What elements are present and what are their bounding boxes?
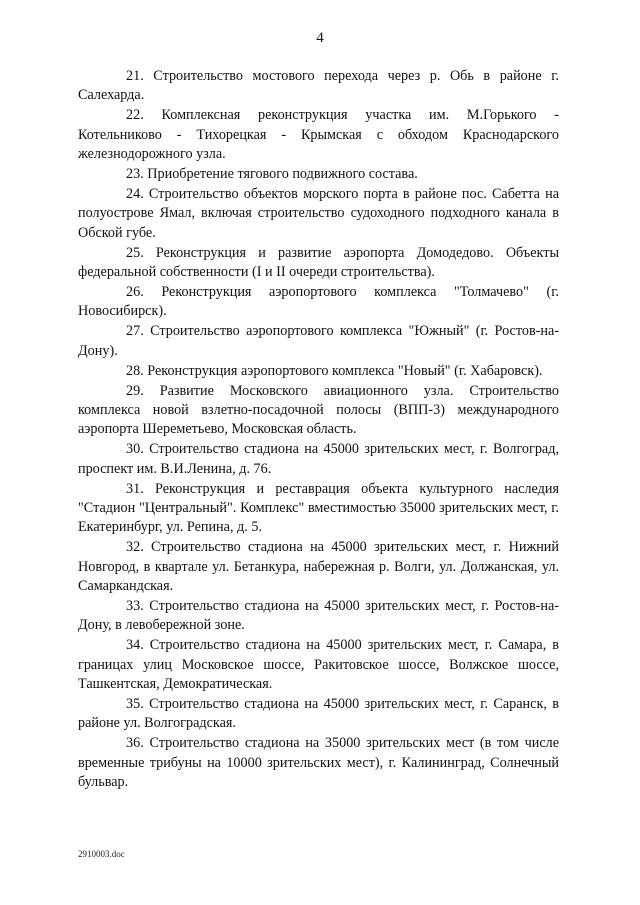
- list-item: 31. Реконструкция и реставрация объекта культурного наследия "Стадион "Центральный". Комплекс" вместимостью 35000 зрительских мест, г. Екатеринбург, ул. Репина, д. 5.: [78, 480, 559, 536]
- list-item: 25. Реконструкция и развитие аэропорта Домодедово. Объекты федеральной собственности (I и II очереди строительства).: [78, 244, 559, 281]
- list-item: 36. Строительство стадиона на 35000 зрительских мест (в том числе временные трибуны на 10000 зрительских мест), г. Калининград, Солнечный бульвар.: [78, 735, 559, 791]
- list-item: 21. Строительство мостового перехода через р. Обь в районе г. Салехарда.: [78, 68, 559, 104]
- page-number: 4: [316, 30, 324, 46]
- list-item: 28. Реконструкция аэропортового комплекса "Новый" (г. Хабаровск).: [126, 362, 543, 379]
- list-item: 33. Строительство стадиона на 45000 зрительских мест, г. Ростов-на-Дону, в левобережной зоне.: [78, 597, 559, 634]
- list-item: 34. Строительство стадиона на 45000 зрительских мест, г. Самара, в границах улиц Московское шоссе, Ракитовское шоссе, Волжское шоссе, Ташкентская, Демократическая.: [78, 637, 559, 693]
- list-item: 27. Строительство аэропортового комплекса "Южный" (г. Ростов-на-Дону).: [78, 323, 559, 359]
- footer-filename: 2910003.doc: [78, 849, 125, 859]
- list-item: 22. Комплексная реконструкция участка им. М.Горького - Котельниково - Тихорецкая - Крымская с обходом Краснодарского железнодорожного узла.: [78, 107, 559, 163]
- list-item: 30. Строительство стадиона на 45000 зрительских мест, г. Волгоград, проспект им. В.И.Ленина, д. 76.: [78, 441, 559, 477]
- list-item: 23. Приобретение тягового подвижного состава.: [126, 166, 418, 183]
- list-item: 32. Строительство стадиона на 45000 зрительских мест, г. Нижний Новгород, в квартале ул. Бетанкура, набережная р. Волги, ул. Должанская, ул. Самаркандская.: [78, 539, 559, 595]
- list-item: 26. Реконструкция аэропортового комплекса "Толмачево" (г. Новосибирск).: [78, 283, 559, 320]
- list-item: 24. Строительство объектов морского порта в районе пос. Сабетта на полуострове Ямал, включая строительство судоходного подходного канала в Обской губе.: [78, 185, 559, 241]
- document-body: [78, 67, 559, 793]
- list-item: 29. Развитие Московского авиационного узла. Строительство комплекса новой взлетно-посадочной полосы (ВПП-3) международного аэропорта Шереметьево, Московская область.: [78, 382, 559, 438]
- list-item: 35. Строительство стадиона на 45000 зрительских мест, г. Саранск, в районе ул. Волгоградская.: [78, 696, 559, 732]
